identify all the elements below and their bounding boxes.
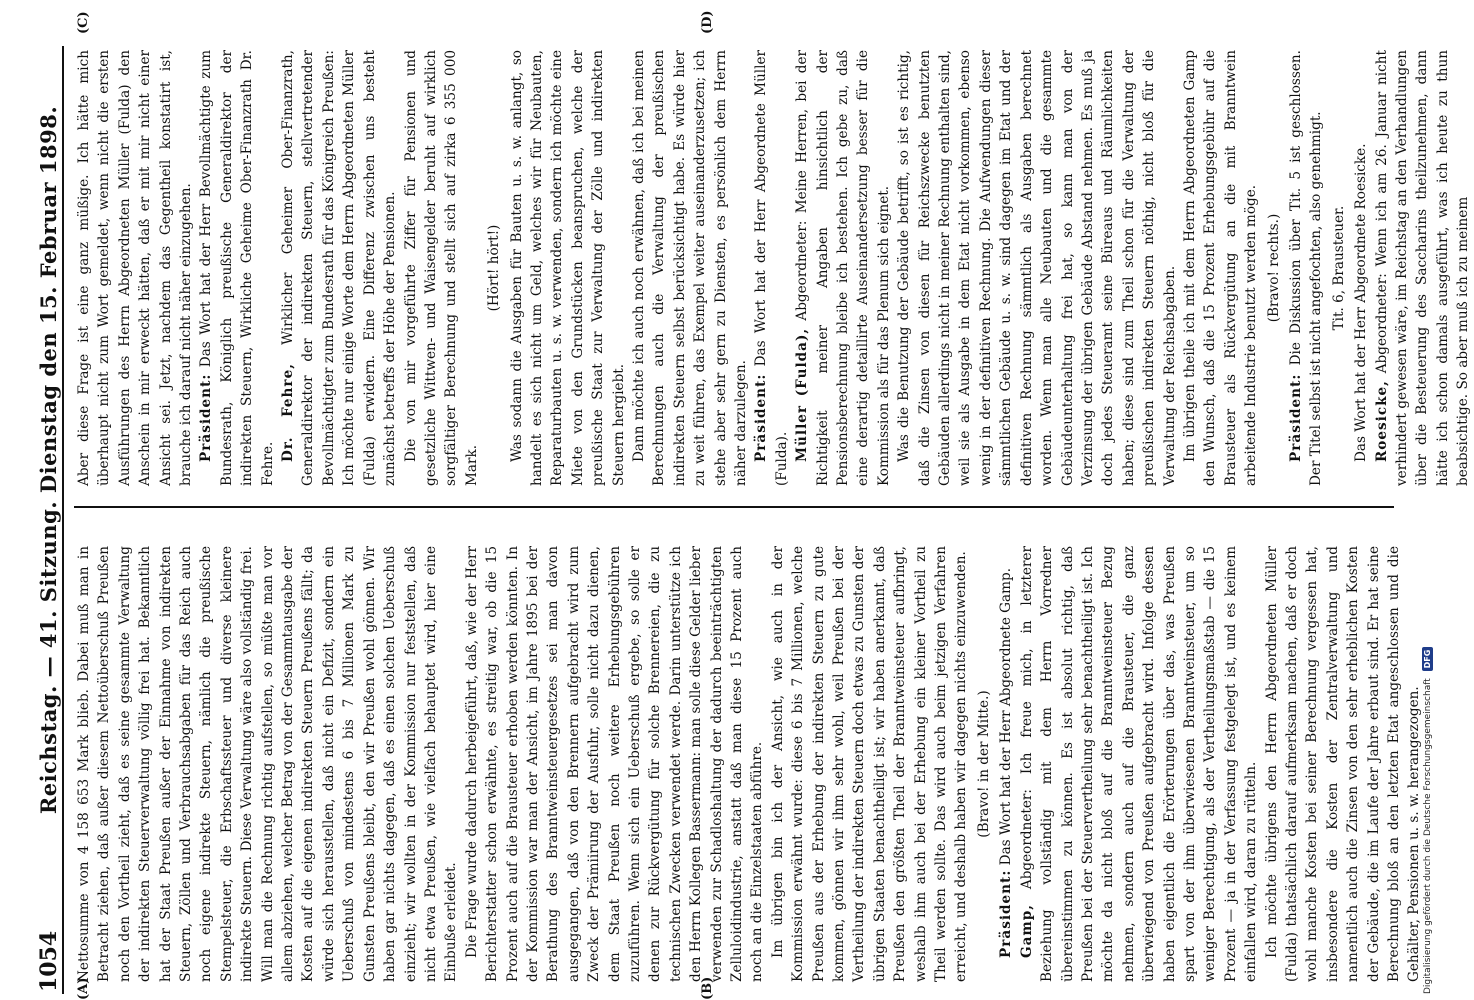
speaker-name: Müller (Fulda), xyxy=(794,327,811,462)
speaker-name: Präsident: xyxy=(198,373,215,462)
paragraph: Im übrigen theile ich mit dem Herrn Abgeordneten Gamp den Wunsch, daß die 15 Prozent Erhebungsgebühr auf die Brausteuer als Rückvergütung an die mit Branntwein arbeitende Industrie benutzt werden möge. xyxy=(1181,50,1260,486)
credit-text: Digitalisierung gefördert durch die Deutsche Forschungsgemeinschaft xyxy=(1423,678,1433,994)
left-column xyxy=(74,546,1425,982)
speaker-name: Roesicke, xyxy=(1373,380,1390,462)
paragraph xyxy=(751,50,792,486)
interjection: (Bravo! in der Mitte.) xyxy=(975,690,992,838)
speech-text: Wirklicher Geheimer Ober-Finanzrath, Generaldirektor der indirekten Steuern, stellvertretender Bevollmächtigter zum Bundesrath für das Königreich Preußen: Ich möchte nur einige Worte dem Herrn Abgeordneten Müller (Fulda) erwidern. Eine Differenz zwischen uns besteht zunächst betreffs der Höhe der Pensionen. xyxy=(280,50,399,486)
speech-text: Das Wort hat der Herr Bevollmächtigte zum Bundesrath, Königlich preußische Generaldirektor der indirekten Steuern, Wirkliche Geheime Ober-Finanzrath Dr. Fehre. xyxy=(198,50,276,486)
paragraph xyxy=(196,50,278,486)
column-divider xyxy=(74,506,1394,508)
speech-text: Das Wort hat der Herr Abgeordnete Gamp. xyxy=(998,567,1015,870)
paragraph: Das Wort hat der Herr Abgeordnete Roesicke. xyxy=(1353,143,1370,462)
interjection: (Hört! hört!) xyxy=(486,224,503,312)
paragraph xyxy=(278,50,400,486)
interjection: (Bravo! rechts.) xyxy=(1265,213,1282,323)
paragraph: Die Frage wurde dadurch herbeigeführt, daß, wie der Herr Berichterstatter schon erwähnte, es streitig war, ob die 15 Prozent auch auf die Brausteuer erhoben werden könnten. In der Kommission war man der Ansicht, im Jahre 1895 bei der Berathung des Branntweinsteuergesetzes sei man davon ausgegangen, daß von den Brennern aufgebracht wird zum Zweck der Prämiirung der Ausfuhr, solle nicht dazu dienen, dem Staat Preußen noch weitere Erhebungsgebühren zuzuführen. Wenn sich ein Ueberschuß ergebe, so solle er denen zur Rückvergütung für solche Brennereien, die zu technischen Zwecken verwendet werde. Darin unterstütze ich den Herrn Kollegen Bassermann: man solle diese Gelder lieber verwenden zur Schadloshaltung der dadurch beeinträchtigten Zelluloidindustrie, anstatt daß man diese 15 Prozent auch noch an die Einzelstaaten abführe. xyxy=(463,546,766,982)
digitization-credit xyxy=(1422,0,1434,994)
dfg-logo: DFG xyxy=(1422,647,1433,672)
margin-letter-a: (A) xyxy=(76,977,91,1000)
speaker-name: Dr. Fehre, xyxy=(280,363,297,462)
speaker-name: Präsident: xyxy=(998,869,1015,958)
page-header xyxy=(36,46,64,994)
speech-text: Die Diskussion über Tit. 5 ist geschlossen. Der Titel selbst ist nicht angefochten, also genehmigt. xyxy=(1287,50,1325,486)
paragraph: Nettosumme von 4 158 653 Mark blieb. Dabei muß man in Betracht ziehen, daß außer diesem Nettoüberschuß Preußen noch den Vortheil zieht, daß es seine gesammte Verwaltung der indirekten Steuerverwaltung völlig frei hat. Bekanntlich hat der Staat Preußen außer der Einnahme von indirekten Steuern, Zöllen und Verbrauchsabgaben für das Reich auch noch eigene indirekte Steuern, nämlich die preußische Stempelsteuer, die Erbschaftssteuer und diverse kleinere indirekte Steuern. Diese Verwaltung wäre also vollständig frei. Will man die Rechnung richtig aufstellen, so müßte man vor allem abziehen, welcher Betrag von der Gesammtausgabe der Kosten auf die eigenen indirekten Steuern Preußens fällt; da würde sich herausstellen, daß nicht ein Defizit, sondern ein Ueberschuß von mindestens 6 bis 7 Millionen Mark zu Gunsten Preußens bleibt, den wir Preußen wohl gönnen. Wir haben gar nichts dagegen, daß es einen solchen Ueberschuß einzieht; wir wollten in der Kommission nur feststellen, daß nicht etwa Preußen, wie vielfach behauptet wird, hier eine Einbuße erleidet. xyxy=(76,546,460,982)
speech-text: Abgeordneter: Wenn ich am 26. Januar nicht verhindert gewesen wäre, im Reichstag an den Verhandlungen über die Besteuerung des Saccharins theilzunehmen, dann hätte ich schon damals ausgeführt, was ich heute zu thun beabsichtige. So aber muß ich zu meinem xyxy=(1373,50,1472,486)
speech-text: Abgeordneter: Ich freue mich, in letzterer Beziehung vollständig mit dem Herrn Vorredner übereinstimmen zu können. Es ist absolut richtig, daß Preußen bei der Steuervertheilung sehr benachtheiligt ist. Ich möchte da nicht bloß auf die Branntweinsteuer Bezug nehmen, sondern auch auf die Brausteuer, die ganz überwiegend von Preußen aufgebracht wird. Infolge dessen haben eigentlich die Erörterungen über das, was Preußen spart von der ihm überwiesenen Branntweinsteuer, um so weniger Berechtigung, als der Vertheilungsmaßstab — die 15 Prozent — ja in der Verfassung festgelegt ist, und es keinem einfallen wird, daran zu rütteln. xyxy=(1018,546,1260,982)
paragraph xyxy=(996,546,1016,982)
paragraph: Ich möchte übrigens den Herrn Abgeordneten Müller (Fulda) thatsächlich darauf aufmerksam machen, daß er doch wohl manche Kosten bei seiner Berechnung vergessen hat, insbesondere die Kosten der Zentralverwaltung und namentlich auch die Zinsen von den sehr erheblichen Kosten der Gebäude, die im Laufe der Jahre erbaut sind. Er hat seine Berechnung bloß an den letzten Etat angeschlossen und die Gehälter, Pensionen u. s. w. herangezogen. xyxy=(1263,546,1423,982)
paragraph: Was sodann die Ausgaben für Bauten u. s. w. anlangt, so handelt es sich nicht um Geld, welches wir für Neubauten, Reparaturbauten u. s. w. verwenden, sondern ich möchte eine Miete von den Grundstücken beanspruchen, welche der preußische Staat zur Verwaltung der Zölle und indirekten Steuern hergiebt. xyxy=(508,50,627,486)
page-number: 1054 xyxy=(36,930,62,992)
paragraph: Was die Benutzung der Gebäude betrifft, so ist es richtig, daß die Zinsen von diesen für Reichszwecke benutzten Gebäuden allerdings nicht in meiner Rechnung enthalten sind, weil sie als Ausgabe in dem Etat nicht vorkommen, ebenso wenig in der definitiven Rechnung. Die Aufwendungen dieser sämmtlichen Gebäude u. s. w. sind dagegen im Etat und der definitiven Rechnung sämmtlich als Ausgaben berechnet worden. Wenn man alle Neubauten und die gesammte Gebäudeunterhaltung frei hat, so kann man von der Verzinsung der übrigen Gebäude Abstand nehmen. Es muß ja doch jedes Steueramt seine Büreaus und Räumlichkeiten haben; diese sind zum Theil schon für die Verwaltung der preußischen indirekten Steuern nöthig, nicht bloß für die Verwaltung der Reichsabgaben. xyxy=(896,50,1178,486)
paragraph: Aber diese Frage ist eine ganz müßige. Ich hätte mich überhaupt nicht zum Wort gemeldet, wenn nicht die ersten Ausführungen des Herrn Abgeordneten Müller (Fulda) den Anschein in mir erweckt hätten, daß er mit mir nicht einer Ansicht sei. Jetzt, nachdem das Gegentheil konstatirt ist, brauche ich darauf nicht näher einzugehen. xyxy=(76,50,195,486)
paragraph xyxy=(1286,50,1327,486)
paragraph: Im übrigen bin ich der Ansicht, wie auch in der Kommission erwähnt wurde: diese 6 bis 7 Millionen, welche Preußen aus der Erhebung der indirekten Steuern zu gute kommen, gönnen wir ihm sehr wohl, weil Preußen bei der Vertheilung der indirekten Steuern doch etwas zu Gunsten der übrigen Staaten benachtheiligt ist; wir haben anerkannt, daß Preußen den größten Theil der Branntweinsteuer aufbringt, weshalb ihm auch bei der Erhebung ein kleiner Vortheil zu Theil werden sollte. Das wird auch beim jetzigen Verfahren erreicht, und deshalb haben wir dagegen nichts einzuwenden. xyxy=(769,546,970,982)
margin-letter-b: (B) xyxy=(700,976,715,1000)
paragraph: Die von mir vorgeführte Ziffer für Pensionen und gesetzliche Wittwen- und Waisengelder beruht auf wirklich sorgfältiger Berechnung und stellt sich auf zirka 6 355 000 Mark. xyxy=(402,50,480,486)
speaker-name: Präsident: xyxy=(753,373,770,462)
speech-text: Abgeordneter: Meine Herren, bei der Richtigkeit meiner Angaben hinsichtlich der Pensionsberechnung bleibe ich bestehen. Ich gebe zu, daß eine derartig detaillirte Auseinandersetzung besser für die Kommission als für das Plenum sich eignet. xyxy=(794,50,892,486)
speech-text: Das Wort hat der Herr Abgeordnete Müller (Fulda). xyxy=(753,50,790,486)
right-column xyxy=(74,50,1474,486)
paragraph xyxy=(792,50,894,486)
paragraph xyxy=(1017,546,1262,982)
margin-letter-d: (D) xyxy=(700,10,715,34)
speaker-name: Gamp, xyxy=(1018,903,1035,958)
speaker-name: Präsident: xyxy=(1287,373,1304,462)
section-heading: Tit. 6, Brausteuer. xyxy=(1330,205,1347,331)
running-title: Reichstag. — 41. Sitzung. Dienstag den 15. Februar 1898. xyxy=(36,105,61,815)
paragraph: Dann möchte ich auch noch erwähnen, daß ich bei meinen Berechnungen auch die Verwaltung der preußischen indirekten Steuern selbst berücksichtigt habe. Es würde hier zu weit führen, das Exempel weiter auseinanderzusetzen; ich stehe aber sehr gern zu Diensten, es persönlich dem Herrn näher darzulegen. xyxy=(630,50,749,486)
margin-letter-c: (C) xyxy=(76,11,91,34)
